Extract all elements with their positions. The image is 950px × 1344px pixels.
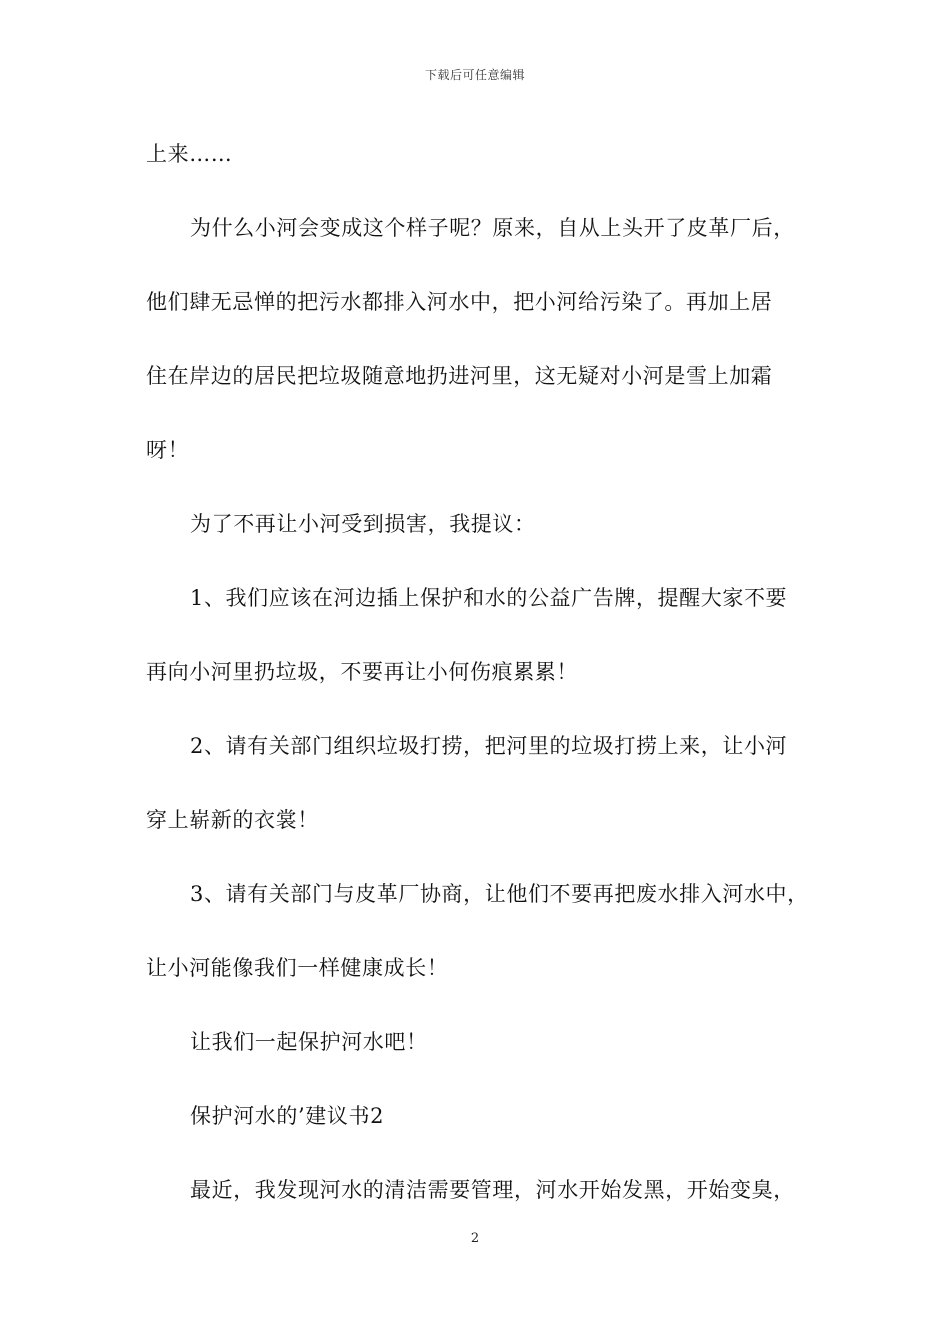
- page-number: 2: [470, 1231, 480, 1246]
- list-item-line: 2、请有关部门组织垃圾打捞，把河里的垃圾打捞上来，让小河: [190, 734, 788, 758]
- list-item-line: 1、我们应该在河边插上保护和水的公益广告牌，提醒大家不要: [190, 586, 788, 610]
- paragraph-line: 他们肆无忌惮的把污水都排入河水中，把小河给污染了。再加上居: [146, 290, 773, 314]
- list-item-line: 再向小河里扔垃圾，不要再让小何伤痕累累！: [146, 660, 578, 684]
- paragraph-line: 为什么小河会变成这个样子呢？原来，自从上头开了皮革厂后，: [190, 216, 795, 240]
- list-item-line: 穿上崭新的衣裳！: [146, 808, 319, 832]
- section-title: 保护河水的’建议书2: [190, 1104, 385, 1128]
- list-item-line: 3、请有关部门与皮革厂协商，让他们不要再把废水排入河水中，: [190, 882, 809, 906]
- paragraph-line: 为了不再让小河受到损害，我提议：: [190, 512, 536, 536]
- paragraph-line: 住在岸边的居民把垃圾随意地扔进河里，这无疑对小河是雪上加霜: [146, 364, 773, 388]
- paragraph-line: 上来……: [146, 142, 233, 166]
- paragraph-line: 呀！: [146, 438, 190, 462]
- list-item-line: 让小河能像我们一样健康成长！: [146, 956, 449, 980]
- paragraph-line: 让我们一起保护河水吧！: [190, 1030, 428, 1054]
- page-header: 下载后可任意编辑: [424, 68, 525, 82]
- paragraph-line: 最近，我发现河水的清洁需要管理，河水开始发黑，开始变臭，: [190, 1178, 795, 1202]
